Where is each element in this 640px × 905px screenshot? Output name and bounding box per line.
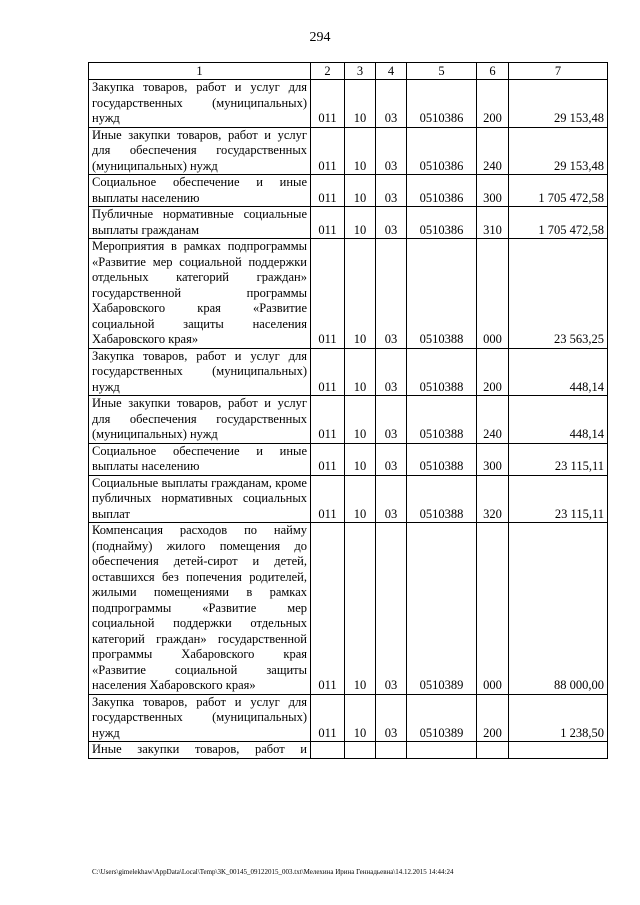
header-col-1: 1 (89, 63, 311, 80)
table-row (89, 239, 608, 349)
row-name: Мероприятия в рамках подпрограммы «Развитие мер социальной поддержки отдельных категорий граждан» государственной программы Хабаровского края «Развитие социальной защиты населения Хабаровского края» (89, 239, 311, 349)
row-amount: 1 238,50 (509, 694, 608, 742)
row-amount: 448,14 (509, 348, 608, 396)
row-code-ministry: 011 (311, 239, 345, 349)
row-code-ministry: 011 (311, 396, 345, 444)
row-code-expense-type (477, 742, 509, 759)
row-code-section: 10 (345, 127, 376, 175)
row-code-ministry: 011 (311, 475, 345, 523)
row-code-subsection: 03 (376, 443, 407, 475)
row-code-subsection: 03 (376, 396, 407, 444)
row-amount: 23 115,11 (509, 443, 608, 475)
row-code-ministry: 011 (311, 443, 345, 475)
row-name: Публичные нормативные социальные выплаты гражданам (89, 207, 311, 239)
row-code-section: 10 (345, 443, 376, 475)
row-name: Социальные выплаты гражданам, кроме публичных нормативных социальных выплат (89, 475, 311, 523)
row-amount: 23 115,11 (509, 475, 608, 523)
row-code-expense-type: 320 (477, 475, 509, 523)
row-amount: 29 153,48 (509, 127, 608, 175)
row-code-expense-type: 240 (477, 127, 509, 175)
row-name: Закупка товаров, работ и услуг для государственных (муниципальных) нужд (89, 348, 311, 396)
row-code-target: 0510388 (407, 348, 477, 396)
table-row (89, 175, 608, 207)
row-amount: 88 000,00 (509, 523, 608, 695)
row-code-section: 10 (345, 523, 376, 695)
header-col-4: 4 (376, 63, 407, 80)
row-code-expense-type: 200 (477, 694, 509, 742)
row-code-subsection: 03 (376, 239, 407, 349)
row-code-expense-type: 310 (477, 207, 509, 239)
table-row (89, 348, 608, 396)
header-col-6: 6 (477, 63, 509, 80)
row-name: Иные закупки товаров, работ и услуг для обеспечения государственных (муниципальных) нужд (89, 127, 311, 175)
row-amount: 29 153,48 (509, 80, 608, 128)
header-col-3: 3 (345, 63, 376, 80)
row-code-section: 10 (345, 694, 376, 742)
row-code-ministry: 011 (311, 694, 345, 742)
row-code-target: 0510388 (407, 396, 477, 444)
row-code-subsection: 03 (376, 523, 407, 695)
row-code-expense-type: 240 (477, 396, 509, 444)
row-code-section: 10 (345, 348, 376, 396)
row-code-target: 0510386 (407, 127, 477, 175)
row-name: Социальное обеспечение и иные выплаты населению (89, 175, 311, 207)
row-code-subsection: 03 (376, 207, 407, 239)
row-code-target: 0510388 (407, 239, 477, 349)
row-amount (509, 742, 608, 759)
row-code-section: 10 (345, 396, 376, 444)
row-code-ministry (311, 742, 345, 759)
page-number: 294 (309, 30, 331, 45)
row-amount: 23 563,25 (509, 239, 608, 349)
row-code-target: 0510388 (407, 443, 477, 475)
row-name: Иные закупки товаров, работ и (89, 742, 311, 759)
row-code-section: 10 (345, 207, 376, 239)
budget-table (88, 62, 608, 759)
header-col-2: 2 (311, 63, 345, 80)
row-code-subsection: 03 (376, 475, 407, 523)
table-row (89, 694, 608, 742)
row-code-section (345, 742, 376, 759)
row-code-subsection (376, 742, 407, 759)
row-name: Иные закупки товаров, работ и услуг для обеспечения государственных (муниципальных) нужд (89, 396, 311, 444)
row-code-ministry: 011 (311, 80, 345, 128)
row-code-section: 10 (345, 239, 376, 349)
row-code-target: 0510389 (407, 523, 477, 695)
row-code-subsection: 03 (376, 694, 407, 742)
table-row (89, 207, 608, 239)
row-name: Закупка товаров, работ и услуг для государственных (муниципальных) нужд (89, 80, 311, 128)
row-amount: 1 705 472,58 (509, 207, 608, 239)
table-row (89, 396, 608, 444)
row-code-expense-type: 200 (477, 348, 509, 396)
table-row (89, 443, 608, 475)
row-code-expense-type: 300 (477, 443, 509, 475)
row-amount: 1 705 472,58 (509, 175, 608, 207)
row-code-section: 10 (345, 475, 376, 523)
row-amount: 448,14 (509, 396, 608, 444)
header-col-7: 7 (509, 63, 608, 80)
row-code-subsection: 03 (376, 127, 407, 175)
header-col-5: 5 (407, 63, 477, 80)
row-code-ministry: 011 (311, 348, 345, 396)
table-row (89, 80, 608, 128)
table-row (89, 127, 608, 175)
row-code-subsection: 03 (376, 348, 407, 396)
table-row (89, 475, 608, 523)
row-code-subsection: 03 (376, 175, 407, 207)
row-code-ministry: 011 (311, 523, 345, 695)
row-code-target: 0510386 (407, 207, 477, 239)
row-code-expense-type: 000 (477, 523, 509, 695)
table-row (89, 742, 608, 759)
row-name: Социальное обеспечение и иные выплаты населению (89, 443, 311, 475)
row-code-section: 10 (345, 175, 376, 207)
row-code-target (407, 742, 477, 759)
row-code-expense-type: 200 (477, 80, 509, 128)
row-code-expense-type: 300 (477, 175, 509, 207)
row-code-section: 10 (345, 80, 376, 128)
row-code-ministry: 011 (311, 175, 345, 207)
row-name: Компенсация расходов по найму (поднайму) жилого помещения до обеспечения детей-сирот и детей, оставшихся без попечения родителей, жилыми помещениями в рамках подпрограммы «Развитие мер социальной поддержки отдельных категорий граждан» государственной программы Хабаровского края «Развитие социальной защиты населения Хабаровского края» (89, 523, 311, 695)
row-code-subsection: 03 (376, 80, 407, 128)
row-code-target: 0510389 (407, 694, 477, 742)
row-code-expense-type: 000 (477, 239, 509, 349)
row-code-target: 0510386 (407, 80, 477, 128)
row-code-target: 0510388 (407, 475, 477, 523)
file-path-footer: C:\Users\gimelekhaw\AppData\Local\Temp\3K_00145_09122015_003.txt\Мелехина Ирина Геннадьевна\14.12.2015 14:44:24 (92, 868, 454, 876)
table-row (89, 523, 608, 695)
header-row (89, 63, 608, 80)
row-code-target: 0510386 (407, 175, 477, 207)
row-name: Закупка товаров, работ и услуг для государственных (муниципальных) нужд (89, 694, 311, 742)
row-code-ministry: 011 (311, 127, 345, 175)
row-code-ministry: 011 (311, 207, 345, 239)
